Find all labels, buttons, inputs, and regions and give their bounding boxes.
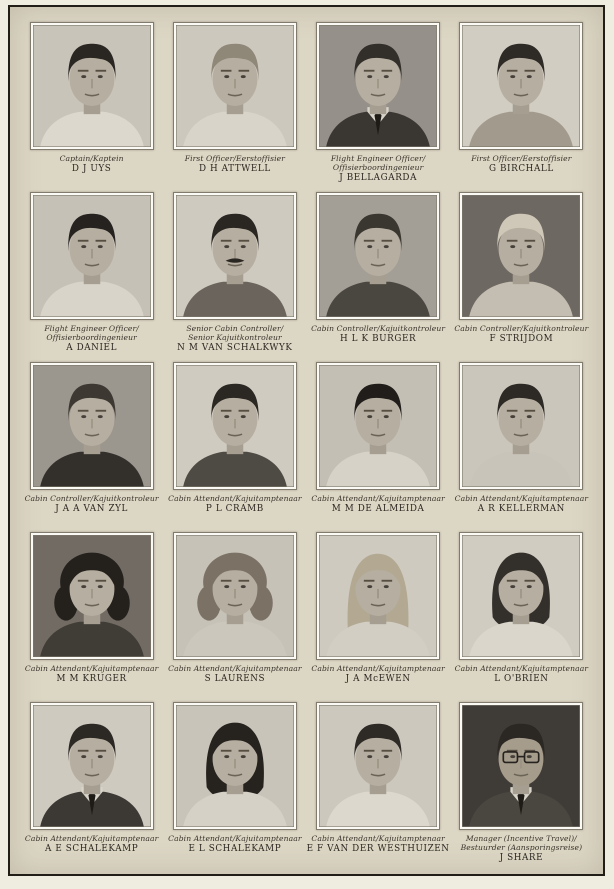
portrait-silhouette-image (462, 705, 580, 827)
photo-caption (307, 494, 450, 514)
photo-caption (307, 834, 450, 854)
photo-caption (163, 154, 306, 174)
photo-caption (163, 494, 306, 514)
name-label: N M VAN SCHALKWYK (177, 343, 293, 353)
portrait-photo (173, 192, 297, 320)
name-label: D J UYS (71, 164, 112, 174)
photo-caption (450, 494, 593, 514)
role-label: Manager (Incentive Travel)/ (465, 834, 577, 843)
role-label: Cabin Attendant/Kajuitamptenaar (454, 664, 589, 673)
role-label: First Officer/Eerstoffisier (471, 154, 572, 163)
crew-photo-grid (10, 7, 603, 872)
crew-member-cell (450, 702, 593, 872)
portrait-silhouette-image (319, 705, 437, 827)
crew-member-cell (163, 192, 306, 362)
name-label: P L CRAMB (205, 504, 264, 514)
crew-member-cell (307, 22, 450, 192)
crew-member-cell (163, 362, 306, 532)
portrait-photo (459, 532, 583, 660)
portrait-silhouette-image (176, 705, 294, 827)
portrait-silhouette-image (33, 365, 151, 487)
portrait-silhouette-image (462, 25, 580, 147)
name-label: E L SCHALEKAMP (188, 844, 282, 854)
photo-caption (20, 154, 163, 174)
photo-caption (307, 324, 450, 344)
portrait-silhouette-image (33, 195, 151, 317)
role-label: Offisierboordingenieur (332, 163, 424, 172)
photo-caption (163, 664, 306, 684)
portrait-silhouette-image (319, 25, 437, 147)
role-label: Cabin Controller/Kajuitkontroleur (454, 324, 589, 333)
name-label: F STRIJDOM (489, 334, 554, 344)
name-label: A DANIEL (66, 343, 118, 353)
portrait-photo (30, 362, 154, 490)
portrait-silhouette-image (176, 25, 294, 147)
role-label: Senior Kajuitkontroleur (188, 333, 282, 342)
role-label: First Officer/Eerstoffisier (184, 154, 286, 163)
crew-member-cell (307, 362, 450, 532)
photo-caption (450, 154, 593, 174)
portrait-photo (30, 192, 154, 320)
portrait-photo (30, 532, 154, 660)
name-label: J SHARE (499, 853, 544, 863)
photo-caption (450, 834, 593, 863)
portrait-photo (316, 362, 440, 490)
portrait-silhouette-image (462, 365, 580, 487)
name-label: M M KRUGER (56, 674, 127, 684)
portrait-silhouette-image (462, 195, 580, 317)
crew-member-cell (20, 22, 163, 192)
portrait-silhouette-image (176, 535, 294, 657)
portrait-silhouette-image (319, 365, 437, 487)
portrait-silhouette-image (33, 535, 151, 657)
crew-member-cell (450, 362, 593, 532)
crew-member-cell (20, 192, 163, 362)
name-label: H L K BURGER (340, 334, 417, 344)
role-label: Cabin Attendant/Kajuitamptenaar (454, 494, 589, 503)
photo-caption (450, 324, 593, 344)
portrait-silhouette-image (176, 365, 294, 487)
portrait-photo (459, 362, 583, 490)
portrait-silhouette-image (176, 195, 294, 317)
role-label: Flight Engineer Officer/ (44, 324, 139, 333)
portrait-silhouette-image (33, 705, 151, 827)
name-label: E F VAN DER WESTHUIZEN (306, 844, 450, 854)
crew-member-cell (450, 532, 593, 702)
portrait-photo (173, 532, 297, 660)
crew-member-cell (307, 192, 450, 362)
photo-caption (20, 664, 163, 684)
portrait-photo (173, 22, 297, 150)
portrait-photo (173, 362, 297, 490)
crew-member-cell (450, 192, 593, 362)
portrait-photo (30, 22, 154, 150)
portrait-silhouette-image (319, 195, 437, 317)
crew-member-cell (163, 22, 306, 192)
portrait-silhouette-image (33, 25, 151, 147)
role-label: Cabin Attendant/Kajuitamptenaar (24, 664, 159, 673)
role-label: Captain/Kaptein (59, 154, 124, 163)
photo-caption (163, 324, 306, 353)
role-label: Cabin Attendant/Kajuitamptenaar (168, 494, 302, 503)
photo-caption (307, 154, 450, 183)
photo-caption (307, 664, 450, 684)
portrait-photo (316, 532, 440, 660)
role-label: Cabin Attendant/Kajuitamptenaar (311, 494, 445, 503)
role-label: Bestuurder (Aansporingsreise) (460, 843, 583, 852)
role-label: Flight Engineer Officer/ (330, 154, 426, 163)
crew-member-cell (307, 532, 450, 702)
crew-member-cell (163, 702, 306, 872)
portrait-photo (316, 192, 440, 320)
portrait-silhouette-image (319, 535, 437, 657)
name-label: G BIRCHALL (488, 164, 554, 174)
portrait-photo (459, 192, 583, 320)
portrait-photo (30, 702, 154, 830)
portrait-photo (459, 702, 583, 830)
name-label: J A McEWEN (345, 674, 411, 684)
role-label: Cabin Attendant/Kajuitamptenaar (168, 664, 302, 673)
role-label: Cabin Attendant/Kajuitamptenaar (311, 664, 445, 673)
name-label: A E SCHALEKAMP (44, 844, 139, 854)
role-label: Cabin Attendant/Kajuitamptenaar (168, 834, 302, 843)
photo-caption (20, 324, 163, 353)
role-label: Cabin Attendant/Kajuitamptenaar (311, 834, 445, 843)
role-label: Cabin Attendant/Kajuitamptenaar (24, 834, 159, 843)
crew-member-cell (20, 362, 163, 532)
portrait-photo (459, 22, 583, 150)
role-label: Cabin Controller/Kajuitkontroleur (311, 324, 446, 333)
photo-caption (20, 834, 163, 854)
name-label: D H ATTWELL (198, 164, 271, 174)
crew-member-cell (307, 702, 450, 872)
role-label: Cabin Controller/Kajuitkontroleur (24, 494, 159, 503)
name-label: J BELLAGARDA (339, 173, 418, 183)
name-label: S LAURENS (204, 674, 266, 684)
name-label: M M DE ALMEIDA (331, 504, 425, 514)
portrait-photo (316, 22, 440, 150)
crew-member-cell (450, 22, 593, 192)
crew-member-cell (163, 532, 306, 702)
name-label: A R KELLERMAN (477, 504, 565, 514)
portrait-photo (173, 702, 297, 830)
crew-member-cell (20, 702, 163, 872)
name-label: L O'BRIEN (494, 674, 549, 684)
role-label: Senior Cabin Controller/ (186, 324, 284, 333)
photo-caption (20, 494, 163, 514)
portrait-photo (316, 702, 440, 830)
portrait-silhouette-image (462, 535, 580, 657)
page-frame (8, 5, 605, 876)
name-label: J A A VAN ZYL (55, 504, 129, 514)
role-label: Offisierboordingenieur (46, 333, 137, 342)
photo-caption (450, 664, 593, 684)
photo-caption (163, 834, 306, 854)
crew-member-cell (20, 532, 163, 702)
